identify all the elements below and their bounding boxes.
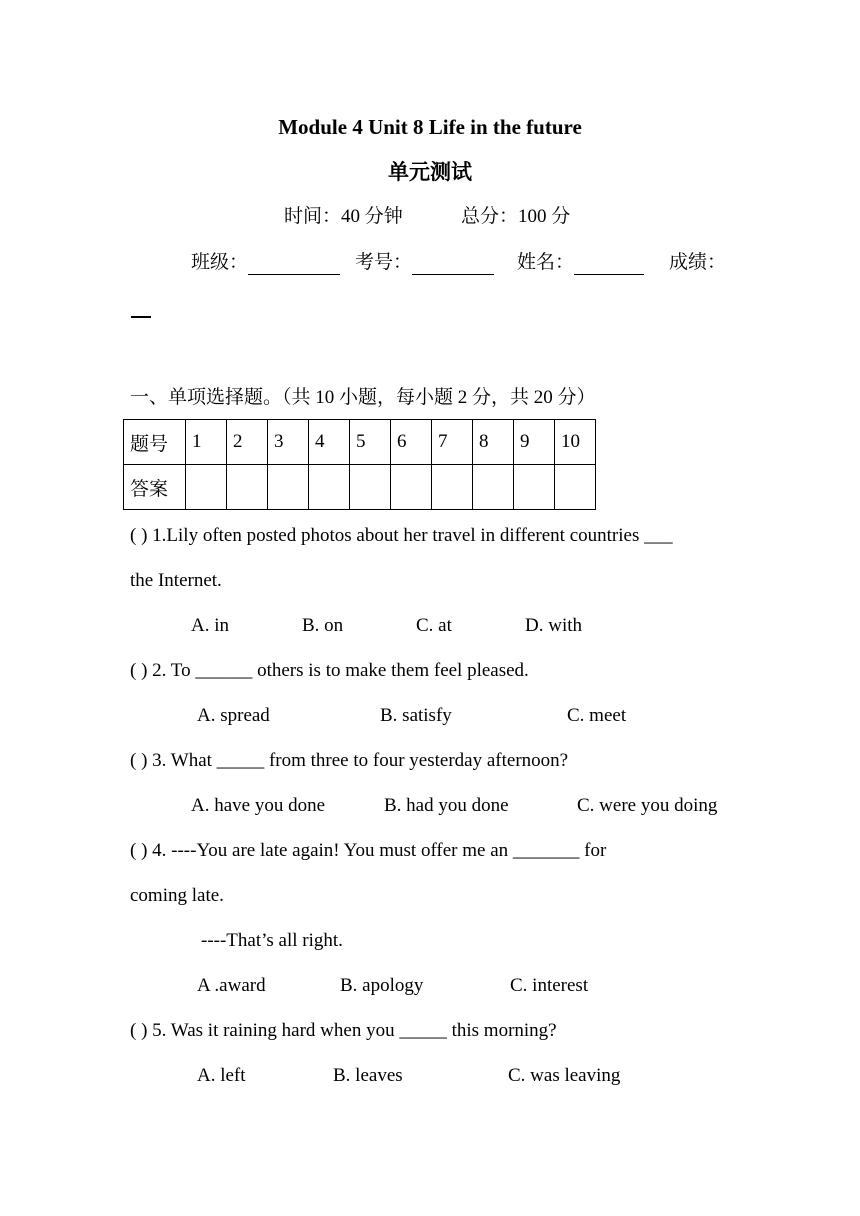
question-4-stem: ( ) 4. ----You are late again! You must offer me an _______ for xyxy=(130,840,607,861)
question-3-option-a: A. have you done xyxy=(191,795,326,816)
exam-no-label: 考号： xyxy=(355,252,413,273)
table-cell: 7 xyxy=(432,420,473,465)
name-blank[interactable] xyxy=(574,256,644,275)
question-4-stem-cont: coming late. xyxy=(130,885,224,906)
table-row-label: 题号 xyxy=(124,420,186,465)
question-4-reply: ----That’s all right. xyxy=(201,930,343,951)
answer-cell[interactable] xyxy=(555,465,596,510)
answer-cell[interactable] xyxy=(268,465,309,510)
question-2-option-c: C. meet xyxy=(567,705,627,726)
question-3-option-b: B. had you done xyxy=(384,795,509,816)
section-heading: 一、单项选择题。（共 10 小题，每小题 2 分，共 20 分） xyxy=(130,387,596,408)
question-5-stem: ( ) 5. Was it raining hard when you _____ this morning? xyxy=(130,1020,557,1041)
table-cell: 3 xyxy=(268,420,309,465)
question-1-option-b: B. on xyxy=(302,615,344,636)
answer-cell[interactable] xyxy=(391,465,432,510)
question-1-option-c: C. at xyxy=(416,615,452,636)
table-cell: 6 xyxy=(391,420,432,465)
class-blank[interactable] xyxy=(248,256,340,275)
answer-cell[interactable] xyxy=(514,465,555,510)
table-row xyxy=(124,465,596,510)
question-1-option-d: D. with xyxy=(525,615,582,636)
answer-cell[interactable] xyxy=(432,465,473,510)
answer-cell[interactable] xyxy=(350,465,391,510)
class-field xyxy=(191,251,340,275)
table-cell: 8 xyxy=(473,420,514,465)
grade-label: 成绩： xyxy=(669,252,727,273)
question-5-option-a: A. left xyxy=(197,1065,246,1086)
answer-cell[interactable] xyxy=(309,465,350,510)
table-cell: 2 xyxy=(227,420,268,465)
exam-no-blank[interactable] xyxy=(412,256,494,275)
answer-table xyxy=(123,419,596,510)
question-1-option-a: A. in xyxy=(191,615,229,636)
class-label: 班级： xyxy=(191,252,249,273)
question-2-stem: ( ) 2. To ______ others is to make them feel pleased. xyxy=(130,660,529,681)
name-field xyxy=(517,251,644,275)
question-4-option-b: B. apology xyxy=(340,975,424,996)
table-cell: 1 xyxy=(186,420,227,465)
table-row xyxy=(124,420,596,465)
score-info: 总分：100 分 xyxy=(461,206,571,227)
grade-blank[interactable] xyxy=(131,316,151,318)
question-3-stem: ( ) 3. What _____ from three to four yesterday afternoon? xyxy=(130,750,569,771)
table-row-label: 答案 xyxy=(124,465,186,510)
table-cell: 5 xyxy=(350,420,391,465)
answer-cell[interactable] xyxy=(227,465,268,510)
question-5-option-b: B. leaves xyxy=(333,1065,403,1086)
answer-cell[interactable] xyxy=(473,465,514,510)
table-cell: 9 xyxy=(514,420,555,465)
table-cell: 10 xyxy=(555,420,596,465)
page-title: Module 4 Unit 8 Life in the future xyxy=(278,115,582,139)
question-4-option-a: A .award xyxy=(197,975,266,996)
question-3-option-c: C. were you doing xyxy=(577,795,718,816)
question-4-option-c: C. interest xyxy=(510,975,589,996)
time-info: 时间：40 分钟 xyxy=(284,206,403,227)
question-2-option-b: B. satisfy xyxy=(380,705,452,726)
question-2-option-a: A. spread xyxy=(197,705,270,726)
table-cell: 4 xyxy=(309,420,350,465)
exam-no-field xyxy=(355,251,494,275)
question-5-option-c: C. was leaving xyxy=(508,1065,621,1086)
answer-cell[interactable] xyxy=(186,465,227,510)
page-subtitle: 单元测试 xyxy=(388,160,472,184)
question-1-stem-cont: the Internet. xyxy=(130,570,222,591)
question-1-stem: ( ) 1.Lily often posted photos about her travel in different countries ___ xyxy=(130,525,673,546)
name-label: 姓名： xyxy=(517,252,575,273)
grade-field xyxy=(669,251,726,275)
